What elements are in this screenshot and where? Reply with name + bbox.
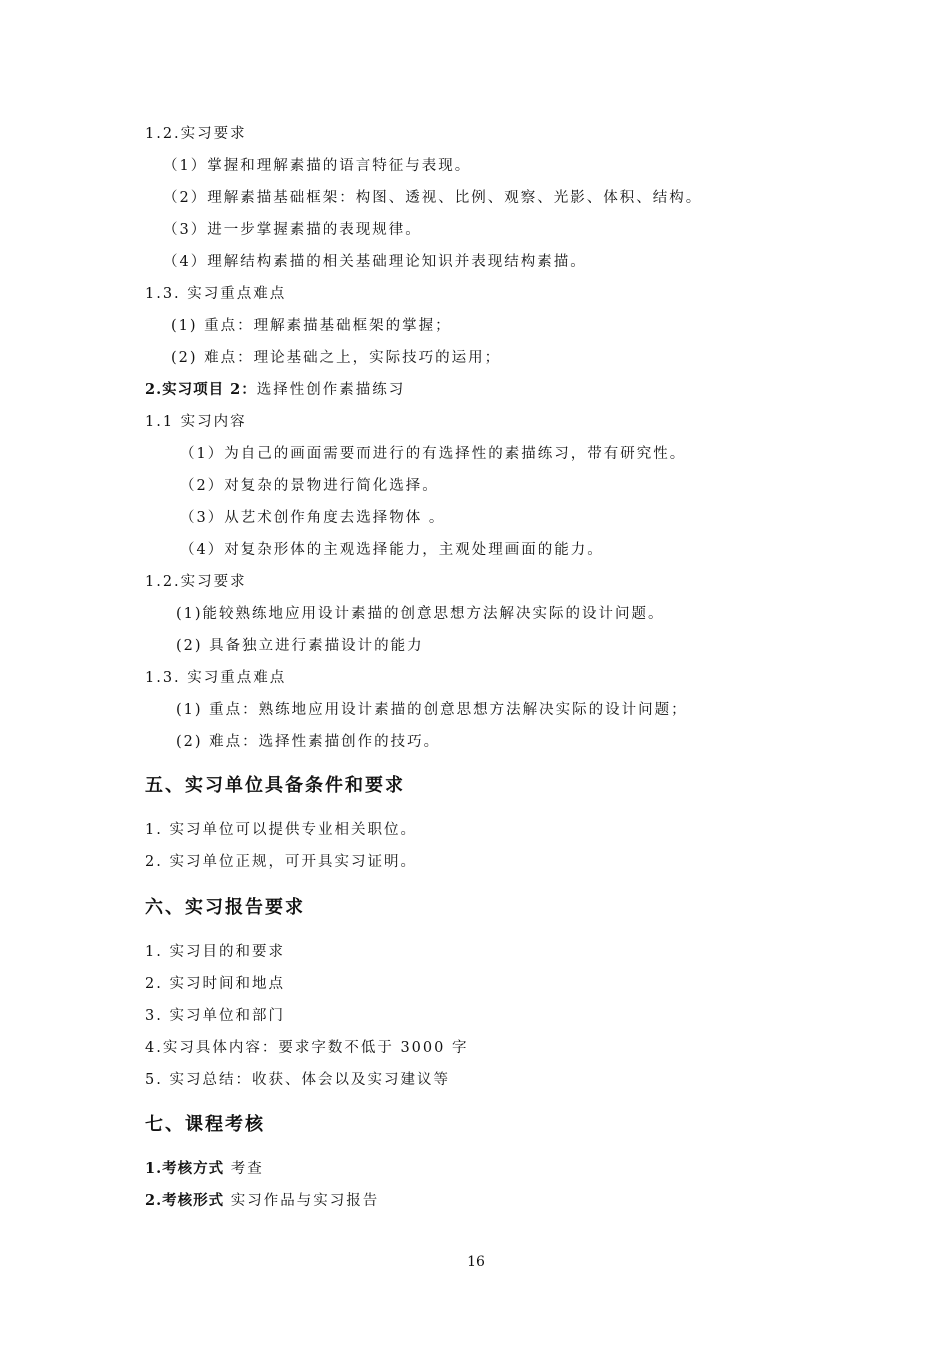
requirement-item: （4）理解结构素描的相关基础理论知识并表现结构素描。 xyxy=(163,254,587,270)
section-6-item: 1. 实习目的和要求 xyxy=(145,944,285,960)
content-item: （4）对复杂形体的主观选择能力，主观处理画面的能力。 xyxy=(180,542,604,558)
assessment-form-value: 实习作品与实习报告 xyxy=(230,1193,380,1209)
key-point-item: (2) 难点：选择性素描创作的技巧。 xyxy=(176,734,441,750)
requirement-item: （1）掌握和理解素描的语言特征与表现。 xyxy=(163,158,472,174)
project-2-title-text: 选择性创作素描练习 xyxy=(256,382,406,398)
key-point-item: (1) 重点：熟练地应用设计素描的创意思想方法解决实际的设计问题； xyxy=(176,702,688,718)
assessment-form xyxy=(145,1191,379,1211)
assessment-method-label: 1.考核方式 xyxy=(145,1160,225,1177)
page-number: 16 xyxy=(467,1254,485,1270)
key-points-title: 1.3. 实习重点难点 xyxy=(145,670,287,686)
section-6-item: 4.实习具体内容：要求字数不低于 3000 字 xyxy=(145,1040,469,1056)
requirement-item: （3）进一步掌握素描的表现规律。 xyxy=(163,222,422,238)
key-points-title: 1.3. 实习重点难点 xyxy=(145,286,287,302)
requirement-item: (2) 具备独立进行素描设计的能力 xyxy=(176,638,424,654)
requirements-title: 1.2.实习要求 xyxy=(145,574,247,590)
section-6-item: 3. 实习单位和部门 xyxy=(145,1008,285,1024)
requirement-item: （2）理解素描基础框架：构图、透视、比例、观察、光影、体积、结构。 xyxy=(163,190,703,206)
section-7-heading: 七、课程考核 xyxy=(145,1114,265,1135)
section-5-item: 1. 实习单位可以提供专业相关职位。 xyxy=(145,822,417,838)
requirements-title: 1.2.实习要求 xyxy=(145,126,247,142)
content-item: （1）为自己的画面需要而进行的有选择性的素描练习，带有研究性。 xyxy=(180,446,687,462)
project-2-title-label: 2.实习项目 2： xyxy=(145,381,257,398)
requirement-item: (1)能较熟练地应用设计素描的创意思想方法解决实际的设计问题。 xyxy=(176,606,665,622)
content-item: （2）对复杂的景物进行简化选择。 xyxy=(180,478,439,494)
content-item: （3）从艺术创作角度去选择物体 。 xyxy=(180,510,446,526)
project-2-title xyxy=(145,380,405,400)
assessment-method-value: 考查 xyxy=(230,1161,264,1177)
section-5-heading: 五、实习单位具备条件和要求 xyxy=(145,775,405,796)
section-6-item: 2. 实习时间和地点 xyxy=(145,976,285,992)
key-point-item: (2) 难点：理论基础之上，实际技巧的运用； xyxy=(171,350,502,366)
section-6-heading: 六、实习报告要求 xyxy=(145,897,305,918)
key-point-item: (1) 重点：理解素描基础框架的掌握； xyxy=(171,318,452,334)
section-5-item: 2. 实习单位正规，可开具实习证明。 xyxy=(145,854,417,870)
content-title: 1.1 实习内容 xyxy=(145,414,247,430)
section-6-item: 5. 实习总结：收获、体会以及实习建议等 xyxy=(145,1072,450,1088)
assessment-method xyxy=(145,1159,264,1179)
assessment-form-label: 2.考核形式 xyxy=(145,1192,225,1209)
